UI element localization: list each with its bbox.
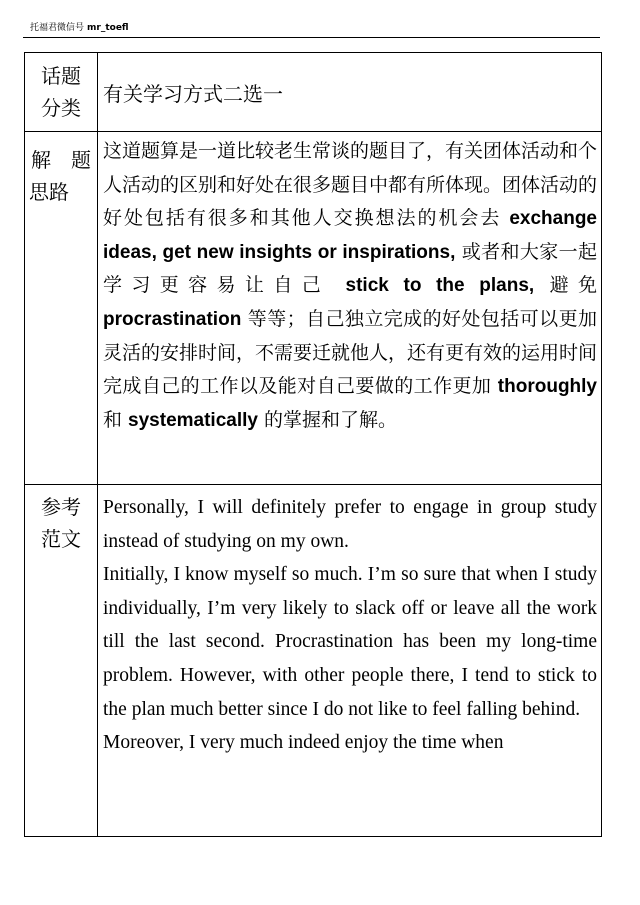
page-header (30, 20, 129, 33)
approach-text-part: 避免 (534, 274, 598, 297)
sample-label-line1: 参考 (41, 495, 81, 519)
essay-paragraph: Personally, I will definitely prefer to engage in group study instead of studying on my own. (103, 497, 597, 552)
approach-label-a: 解 (31, 148, 51, 172)
header-prefix: 托福君微信号 (30, 23, 85, 33)
topic-label-line1: 话题 (41, 64, 81, 88)
topic-text: 有关学习方式二选一 (98, 53, 602, 132)
header-account: mr_toefl (87, 23, 129, 33)
approach-label-line2: 思路 (29, 180, 69, 204)
topic-row (25, 53, 602, 132)
content-table (24, 52, 602, 837)
approach-text-part: 和 (103, 408, 129, 431)
approach-keyword: procrastination (103, 308, 242, 330)
approach-keyword: stick to the plans, (345, 275, 535, 297)
approach-text-part: 这道题算是一道比较老生常谈的题目了，有关团体活动和个人活动的区别和好处在很多题目中都有所体现。团体活动的好处包括有很多和其他人交换想法的机会去 (103, 140, 598, 230)
approach-label-line1 (29, 144, 97, 176)
topic-label-line2: 分类 (41, 96, 81, 120)
essay-paragraph: Initially, I know myself so much. I’m so sure that when I study individually, I’m very likely to slack off or leave all the work till the last second. Procrastination has been my long-time problem. However, with other people there, I tend to stick to the plan much better since I do not like to feel falling behind. (103, 564, 597, 720)
sample-label-line2: 范文 (41, 527, 81, 551)
approach-row (25, 132, 602, 485)
sample-row (25, 485, 602, 837)
approach-text-part: 或者和大家一起学习更容易让自己 (103, 240, 597, 297)
approach-keyword: exchange ideas, get new insights or inspirations, (103, 208, 597, 263)
approach-label-cell (25, 132, 98, 485)
approach-text (98, 132, 602, 485)
sample-essay (98, 485, 602, 837)
approach-text-part: 等等；自己独立完成的好处包括可以更加灵活的安排时间，不需要迁就他人，还有更有效的运用时间完成自己的工作以及能对自己要做的工作更加 (103, 307, 598, 398)
approach-keyword: thoroughly (497, 376, 597, 398)
essay-paragraph: Moreover, I very much indeed enjoy the time when (103, 732, 504, 754)
header-rule (23, 37, 600, 38)
topic-label-cell (25, 53, 98, 132)
approach-text-part: 的掌握和了解。 (257, 408, 398, 431)
sample-label-cell (25, 485, 98, 837)
approach-keyword: systematically (128, 409, 258, 431)
approach-label-b: 题 (71, 148, 91, 172)
